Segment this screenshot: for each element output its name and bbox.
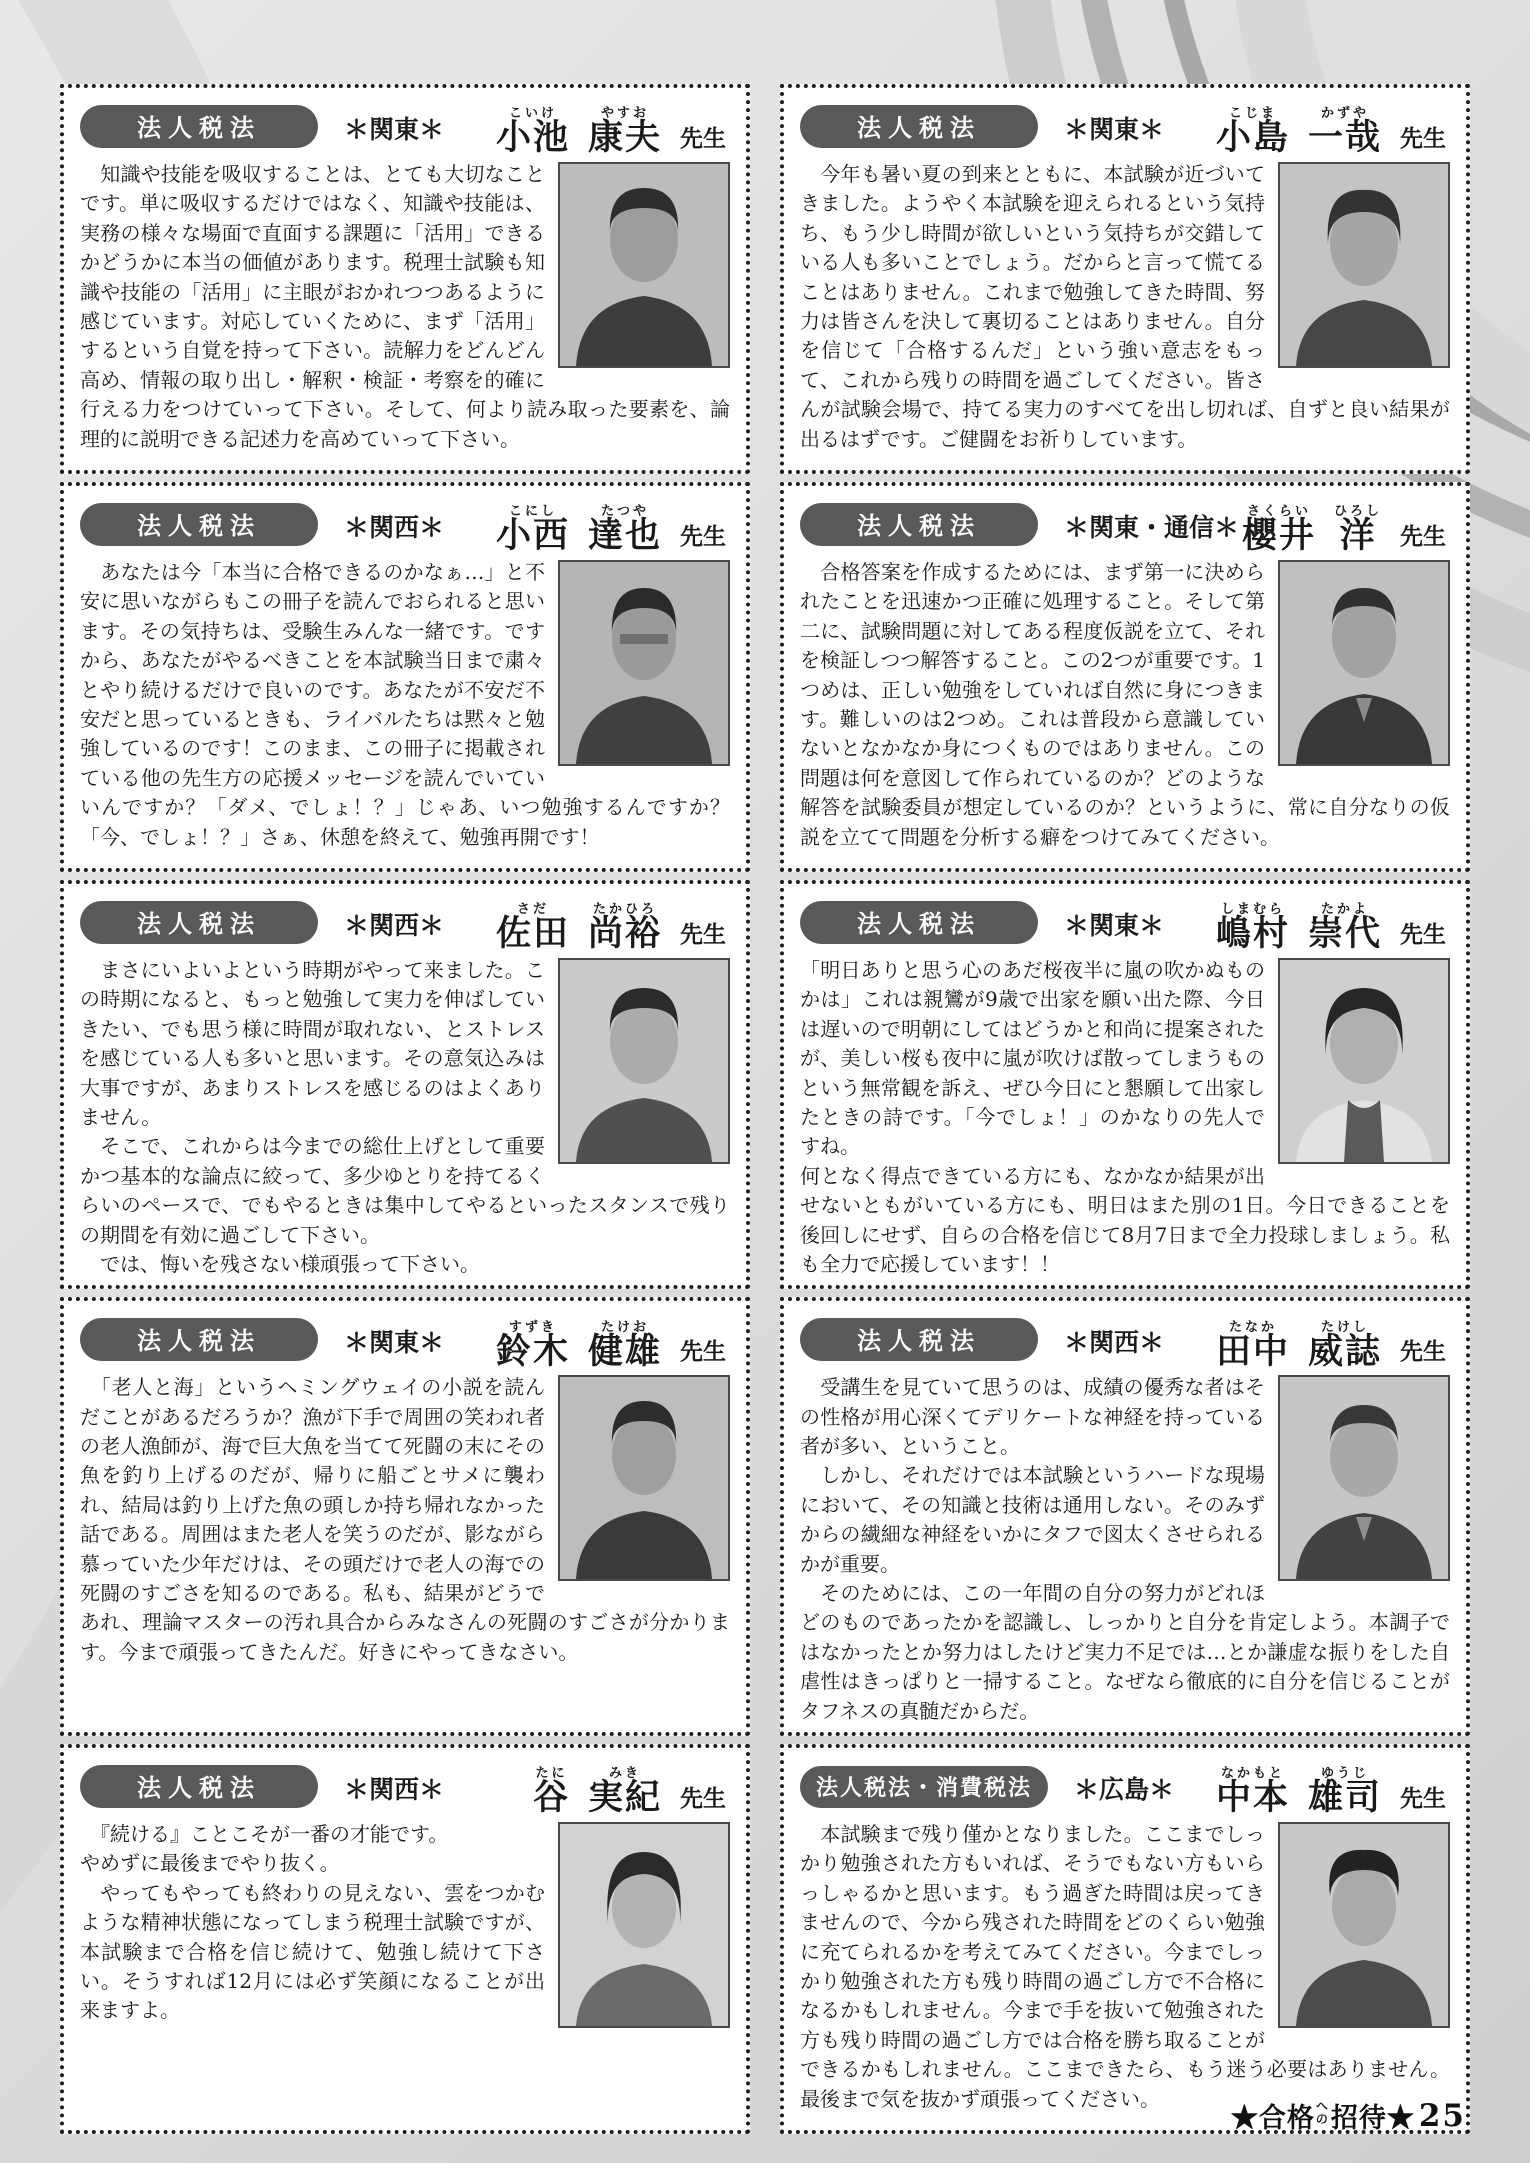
region-label: ＊関東＊: [1064, 912, 1165, 940]
name-kanji: 小池: [495, 118, 570, 158]
card-header: [800, 892, 1450, 952]
region-label: ＊広島＊: [1074, 1775, 1175, 1804]
region-label: ＊関西＊: [344, 514, 445, 542]
message-paragraph: 受講生を見ていて思うのは、成績の優秀な者はその性格が用心深くてデリケートな神経を持っている者が多い、ということ。: [800, 1375, 1265, 1459]
teacher-name: [1216, 1320, 1450, 1370]
honorific-label: 先生: [680, 125, 726, 151]
message-body: [80, 1820, 730, 2026]
subject-badge: 法人税法: [80, 1765, 318, 1808]
message-body: [800, 956, 1450, 1279]
name-furigana: たに: [535, 1765, 568, 1781]
name-furigana: たかひろ: [592, 901, 657, 917]
teacher-message-card: [780, 1297, 1470, 1736]
name-kanji: 佐田: [495, 914, 570, 954]
teacher-message-grid: [60, 84, 1470, 2134]
teacher-photo: [1278, 958, 1450, 1164]
honorific-label: 先生: [1400, 125, 1446, 151]
name-kanji: 谷: [532, 1778, 570, 1818]
name-kanji: 洋: [1339, 516, 1377, 556]
message-paragraph: では、悔いを残さない様頑張って下さい。: [80, 1251, 480, 1276]
teacher-message-card: [780, 880, 1470, 1289]
name-furigana: やすお: [600, 105, 649, 121]
honorific-label: 先生: [1400, 921, 1446, 947]
card-header: [80, 1309, 730, 1369]
honorific-label: 先生: [680, 523, 726, 549]
message-body: [80, 1373, 730, 1667]
subject-badge: 法人税法: [800, 105, 1038, 148]
name-furigana: こじま: [1228, 105, 1277, 121]
message-paragraph: やめずに最後までやり抜く。: [80, 1851, 340, 1876]
name-kanji: 雄司: [1307, 1778, 1382, 1818]
honorific-label: 先生: [1400, 1338, 1446, 1365]
message-body: [800, 558, 1450, 852]
teacher-message-card: [60, 880, 750, 1289]
region-label: ＊関西＊: [344, 912, 445, 940]
name-furigana: さくらい: [1246, 503, 1311, 519]
subject-badge: 法人税法: [80, 1318, 318, 1361]
teacher-name: [1242, 504, 1450, 554]
teacher-name: [1216, 902, 1450, 952]
message-paragraph: あなたは今「本当に合格できるのかなぁ…」と不安に思いながらもこの冊子を読んでおられると思います。その気持ちは、受験生みんな一緒です。ですから、あなたがやるべきことを本試験当日まで粛々とやり続けるだけで良いのです。あなたが不安だ不安だと思っているときも、ライバルたちは黙々と勉強しているのです！このまま、この冊子に掲載されている他の先生方の応援メッセージを読んでいていいんですか？「ダメ、でしょ！？」じゃあ、いつ勉強するんですか？「今、でしょ！？」さぁ、休憩を終えて、勉強再開です！: [80, 560, 730, 849]
teacher-photo: [1278, 162, 1450, 368]
name-furigana: たけし: [1320, 1318, 1369, 1334]
message-paragraph: 知識や技能を吸収することは、とても大切なことです。単に吸収するだけではなく、知識や技能は、実務の様々な場面で直面する課題に「活用」できるかどうかに本当の価値があります。税理士試験も知識や技能の「活用」に主眼がおかれつつあるように感じています。対応していくために、まず「活用」するという自覚を持って下さい。読解力をどんどん高め、情報の取り出し・解釈・検証・考察を的確に行える力をつけていって下さい。そして、何より読み取った要素を、論理的に説明できる記述力を高めていって下さい。: [80, 162, 730, 451]
name-kanji: 健雄: [587, 1331, 662, 1371]
message-paragraph: やってもやっても終わりの見えない、雲をつかむような精神状態になってしまう税理士試験ですが、本試験まで合格を信じ続けて、勉強し続けて下さい。そうすれば12月には必ず笑顔になることが出来ますよ。: [80, 1880, 545, 2023]
name-furigana: たけお: [600, 1318, 649, 1334]
name-kanji: 実紀: [587, 1778, 662, 1818]
message-paragraph: 合格答案を作成するためには、まず第一に決められたことを迅速かつ正確に処理すること。そして第二に、試験問題に対してある程度仮説を立て、それを検証しつつ解答すること。この2つが重要です。1つめは、正しい勉強をしていれば自然に身につきます。難しいのは2つめ。これは普段から意識していないとなかなか身につくものではありません。この問題は何を意図して作られているのか？どのような解答を試験委員が想定しているのか？というように、常に自分なりの仮説を立てて問題を分析する癖をつけてみてください。: [800, 560, 1450, 849]
honorific-label: 先生: [1400, 1784, 1446, 1811]
teacher-name: [533, 1766, 730, 1816]
card-header: [80, 1756, 730, 1816]
name-furigana: こにし: [508, 503, 557, 519]
message-paragraph: しかし、それだけでは本試験というハードな現場において、その知識と技術は通用しない。そのみずからの繊細な神経をいかにタフで図太くさせられるかが重要。: [800, 1463, 1265, 1576]
name-furigana: かずや: [1320, 105, 1369, 121]
card-header: [800, 494, 1450, 554]
page-footer: [1231, 2096, 1466, 2135]
honorific-label: 先生: [680, 1338, 726, 1365]
name-kanji: 一哉: [1307, 118, 1382, 158]
message-paragraph: そのためには、この一年間の自分の努力がどれほどのものであったかを認識し、しっかりと自分を肯定しよう。本調子ではなかったとか努力はしたけど実力不足では…とか謙虚な振りをした自虐性はきっぱりと一掃すること。なぜなら徹底的に自分を信じることがタフネスの真髄だからだ。: [800, 1581, 1450, 1723]
message-paragraph: そこで、これからは今までの総仕上げとして重要かつ基本的な論点に絞って、多少ゆとりを持てるくらいのペースで、でもやるときは集中してやるといったスタンスで残りの期間を有効に過ごして下さい。: [80, 1134, 730, 1247]
honorific-label: 先生: [680, 1784, 726, 1811]
name-furigana: すずき: [508, 1318, 558, 1334]
region-label: ＊関東＊: [344, 1329, 445, 1358]
name-furigana: たなか: [1228, 1318, 1277, 1334]
subject-badge: 法人税法: [80, 901, 318, 944]
region-label: ＊関西＊: [344, 1775, 445, 1804]
name-furigana: たつや: [600, 503, 649, 519]
message-paragraph: 『続ける』ことこそが一番の才能です。: [80, 1821, 449, 1846]
teacher-name: [496, 504, 730, 554]
name-kanji: 小西: [495, 516, 570, 556]
name-kanji: 田中: [1215, 1331, 1290, 1371]
name-kanji: 尚裕: [587, 914, 662, 954]
subject-badge: 法人税法: [80, 105, 318, 148]
name-kanji: 嶋村: [1215, 914, 1290, 954]
teacher-message-card: [60, 1744, 750, 2134]
name-kanji: 崇代: [1307, 914, 1382, 954]
page-number: 25: [1418, 2097, 1466, 2134]
teacher-name: [1216, 106, 1450, 156]
region-label: ＊関東＊: [1064, 116, 1165, 144]
message-body: [800, 1373, 1450, 1726]
footer-label-small: への: [1315, 2098, 1329, 2126]
region-label: ＊関東・通信＊: [1064, 514, 1240, 542]
message-body: [80, 558, 730, 852]
message-body: [80, 160, 730, 454]
name-furigana: さだ: [516, 901, 549, 917]
name-furigana: しまむら: [1220, 901, 1285, 917]
message-paragraph: 本試験まで残り僅かとなりました。ここまでしっかり勉強された方もいれば、そうでもない方もいらっしゃるかと思います。もう過ぎた時間は戻ってきませんので、今から残された時間をどのくらい勉強に充てられるかを考えてみてください。今までしっかり勉強された方も残り時間の過ごし方で不合格になるかもしれません。今まで手を抜いて勉強された方も残り時間の過ごし方では合格を勝ち取ることができるかもしれません。ここまできたら、もう迷う必要はありません。最後まで気を抜かず頑張ってください。: [800, 1821, 1450, 2111]
teacher-photo: [558, 958, 730, 1164]
honorific-label: 先生: [1400, 523, 1446, 549]
name-kanji: 中本: [1215, 1778, 1290, 1818]
card-header: [80, 96, 730, 156]
name-furigana: たかよ: [1320, 901, 1369, 917]
name-furigana: みき: [608, 1765, 641, 1781]
teacher-message-card: [60, 84, 750, 474]
card-header: [80, 494, 730, 554]
card-header: [800, 1309, 1450, 1369]
name-kanji: 康夫: [587, 118, 662, 158]
teacher-message-card: [780, 482, 1470, 872]
teacher-name: [496, 1320, 730, 1370]
message-paragraph: 「明日ありと思う心のあだ桜夜半に嵐の吹かぬものかは」これは親鸞が9歳で出家を願い出た際、今日は遅いので明朝にしてはどうかと和尚に提案されたが、美しい桜も夜中に嵐が吹けば散ってしまうものという無常観を訴え、ぜひ今日にと懇願して出家したときの詩です。「今でしょ！」のかなりの先人ですね。: [800, 958, 1265, 1159]
message-paragraph: 「老人と海」というヘミングウェイの小説を読んだことがあるだろうか？漁が下手で周囲の笑われ者の老人漁師が、海で巨大魚を当てて死闘の末にその魚を釣り上げるのだが、帰りに船ごとサメに襲われ、結局は釣り上げた魚の頭しか持ち帰れなかった話である。周囲はまた老人を笑うのだが、影ながら慕っていた少年だけは、その頭だけで老人の海での死闘のすごさを知るのである。私も、結果がどうであれ、理論マスターの汚れ具合からみなさんの死闘のすごさが分かります。今まで頑張ってきたんだ。好きにやってきなさい。: [80, 1375, 730, 1664]
teacher-photo: [1278, 1822, 1450, 2028]
region-label: ＊関西＊: [1064, 1329, 1165, 1358]
message-body: [800, 160, 1450, 454]
footer-label-suffix: 招待★: [1330, 2103, 1415, 2133]
teacher-photo: [558, 1375, 730, 1581]
name-kanji: 威誌: [1307, 1331, 1382, 1371]
name-furigana: なかもと: [1220, 1765, 1285, 1781]
subject-badge: 法人税法: [800, 503, 1038, 546]
message-body: [80, 956, 730, 1279]
message-paragraph: まさにいよいよという時期がやって来ました。この時期になると、もっと勉強して実力を伸ばしていきたい、でも思う様に時間が取れない、とストレスを感じている人も多いと思います。その意気込みは大事ですが、あまりストレスを感じるのはよくありません。: [80, 958, 545, 1129]
teacher-photo: [1278, 560, 1450, 766]
message-paragraph: 何となく得点できている方にも、なかなか結果が出せないともがいている方にも、明日はまた別の1日。今日できることを後回しにせず、自らの合格を信じて8月7日まで全力投球しましょう。私も全力で応援しています！！: [800, 1163, 1450, 1276]
teacher-message-card: [60, 482, 750, 872]
teacher-message-card: [60, 1297, 750, 1736]
name-kanji: 達也: [587, 516, 662, 556]
subject-badge: 法人税法: [80, 503, 318, 546]
footer-label-prefix: ★合格: [1230, 2103, 1315, 2133]
message-body: [800, 1820, 1450, 2114]
teacher-photo: [558, 162, 730, 368]
teacher-photo: [558, 560, 730, 766]
teacher-name: [1216, 1766, 1450, 1816]
region-label: ＊関東＊: [344, 116, 445, 144]
subject-badge: 法人税法: [800, 1318, 1038, 1361]
teacher-photo: [558, 1822, 730, 2028]
message-paragraph: 今年も暑い夏の到来とともに、本試験が近づいてきました。ようやく本試験を迎えられるという気持ち、もう少し時間が欲しいという気持ちが交錯している人も多いことでしょう。だからと言って慌てることはありません。これまで勉強してきた時間、努力は皆さんを決して裏切ることはありません。自分を信じて「合格するんだ」という強い意志をもって、これから残りの時間を過ごしてください。皆さんが試験会場で、持てる実力のすべてを出し切れば、自ずと良い結果が出るはずです。ご健闘をお祈りしています。: [800, 162, 1450, 451]
teacher-name: [496, 902, 730, 952]
teacher-name: [496, 106, 730, 156]
name-furigana: ひろし: [1333, 503, 1382, 519]
honorific-label: 先生: [680, 921, 726, 947]
name-furigana: こいけ: [508, 105, 557, 121]
name-furigana: ゆうじ: [1320, 1765, 1369, 1781]
teacher-message-card: [780, 1744, 1470, 2134]
name-kanji: 櫻井: [1241, 516, 1316, 556]
card-header: [800, 96, 1450, 156]
name-kanji: 鈴木: [495, 1331, 570, 1371]
subject-badge: 法人税法: [800, 901, 1038, 944]
teacher-message-card: [780, 84, 1470, 474]
card-header: [800, 1756, 1450, 1816]
teacher-photo: [1278, 1375, 1450, 1581]
name-kanji: 小島: [1215, 118, 1290, 158]
subject-badge: 法人税法・消費税法: [800, 1766, 1048, 1808]
card-header: [80, 892, 730, 952]
